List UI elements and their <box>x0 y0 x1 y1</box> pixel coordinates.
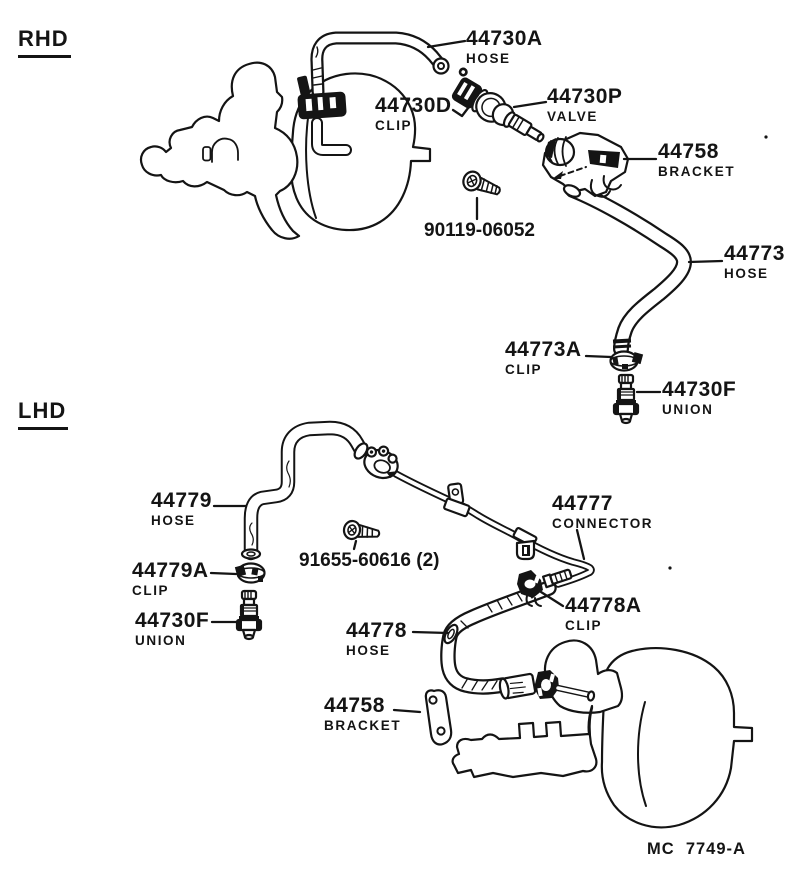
part-type-label: UNION <box>135 633 187 648</box>
part-type-label: HOSE <box>724 266 769 281</box>
lhd-booster-dome-drawing <box>602 648 752 827</box>
part-number: 44777 <box>552 492 613 515</box>
part-label-44730p <box>547 86 622 124</box>
lhd-bracket-44758-drawing <box>426 690 451 744</box>
rhd-bracket-44758-drawing <box>543 133 628 197</box>
part-number: 44773A <box>505 338 582 361</box>
part-number: 44730D <box>375 94 452 117</box>
rhd-valve-44730p-drawing <box>444 66 553 151</box>
part-type-label: HOSE <box>151 513 196 528</box>
part-type-label: CLIP <box>565 618 603 633</box>
part-type-label: CLIP <box>505 362 543 377</box>
lhd-bolt-91655-drawing <box>343 520 381 543</box>
part-number: 44730F <box>135 609 210 632</box>
part-type-label: HOSE <box>466 51 511 66</box>
rhd-union-44730f-drawing <box>614 375 638 423</box>
part-number: 91655-60616 (2) <box>299 550 440 571</box>
figure-code: MC 7749-A <box>647 840 746 858</box>
part-label-44778a <box>565 595 642 633</box>
part-label-44758-lhd <box>324 695 401 733</box>
rhd-bolt-90119-drawing <box>461 169 503 200</box>
part-label-44777 <box>552 493 653 531</box>
part-label-44773a <box>505 339 582 377</box>
part-number: 44730A <box>466 27 543 50</box>
part-label-44730d <box>375 95 452 133</box>
part-label-44730f-lhd <box>135 610 209 648</box>
part-type-label: CLIP <box>375 118 413 133</box>
lhd-union-44730f-drawing <box>237 591 261 639</box>
part-number: 44730P <box>547 85 623 108</box>
part-number: 44779A <box>132 559 209 582</box>
part-type-label: BRACKET <box>324 718 402 733</box>
part-type-label: CLIP <box>132 583 170 598</box>
rhd-engine-drawing <box>141 63 299 239</box>
part-number: 44758 <box>324 694 385 717</box>
part-type-label: VALVE <box>547 109 599 124</box>
lhd-booster-body-drawing <box>453 641 622 777</box>
part-label-44773 <box>724 243 785 281</box>
rhd-clip-44773a-drawing <box>611 352 644 371</box>
part-number: 44778 <box>346 619 407 642</box>
lhd-heading: LHD <box>18 398 68 430</box>
part-number: 90119-06052 <box>424 220 535 241</box>
part-label-91655-60616 <box>299 551 440 570</box>
part-number: 44730F <box>662 378 737 401</box>
part-number: 44779 <box>151 489 212 512</box>
rhd-hose-44773-drawing <box>573 190 684 349</box>
part-label-44779a <box>132 560 209 598</box>
part-type-label: UNION <box>662 402 714 417</box>
part-label-44779 <box>151 490 212 528</box>
part-number: 44758 <box>658 140 719 163</box>
part-type-label: CONNECTOR <box>552 516 654 531</box>
part-label-90119-06052 <box>424 221 535 240</box>
lhd-clip-44779a-drawing <box>235 564 265 583</box>
part-number: 44773 <box>724 242 785 265</box>
lhd-scan-dot <box>668 566 671 569</box>
part-number: 44778A <box>565 594 642 617</box>
part-type-label: HOSE <box>346 643 391 658</box>
part-label-44730f-rhd <box>662 379 736 417</box>
part-type-label: BRACKET <box>658 164 736 179</box>
rhd-scan-dot <box>764 135 767 138</box>
part-label-44758-rhd <box>658 141 735 179</box>
part-label-44778 <box>346 620 407 658</box>
rhd-heading: RHD <box>18 26 71 58</box>
part-label-44730a <box>466 28 543 66</box>
